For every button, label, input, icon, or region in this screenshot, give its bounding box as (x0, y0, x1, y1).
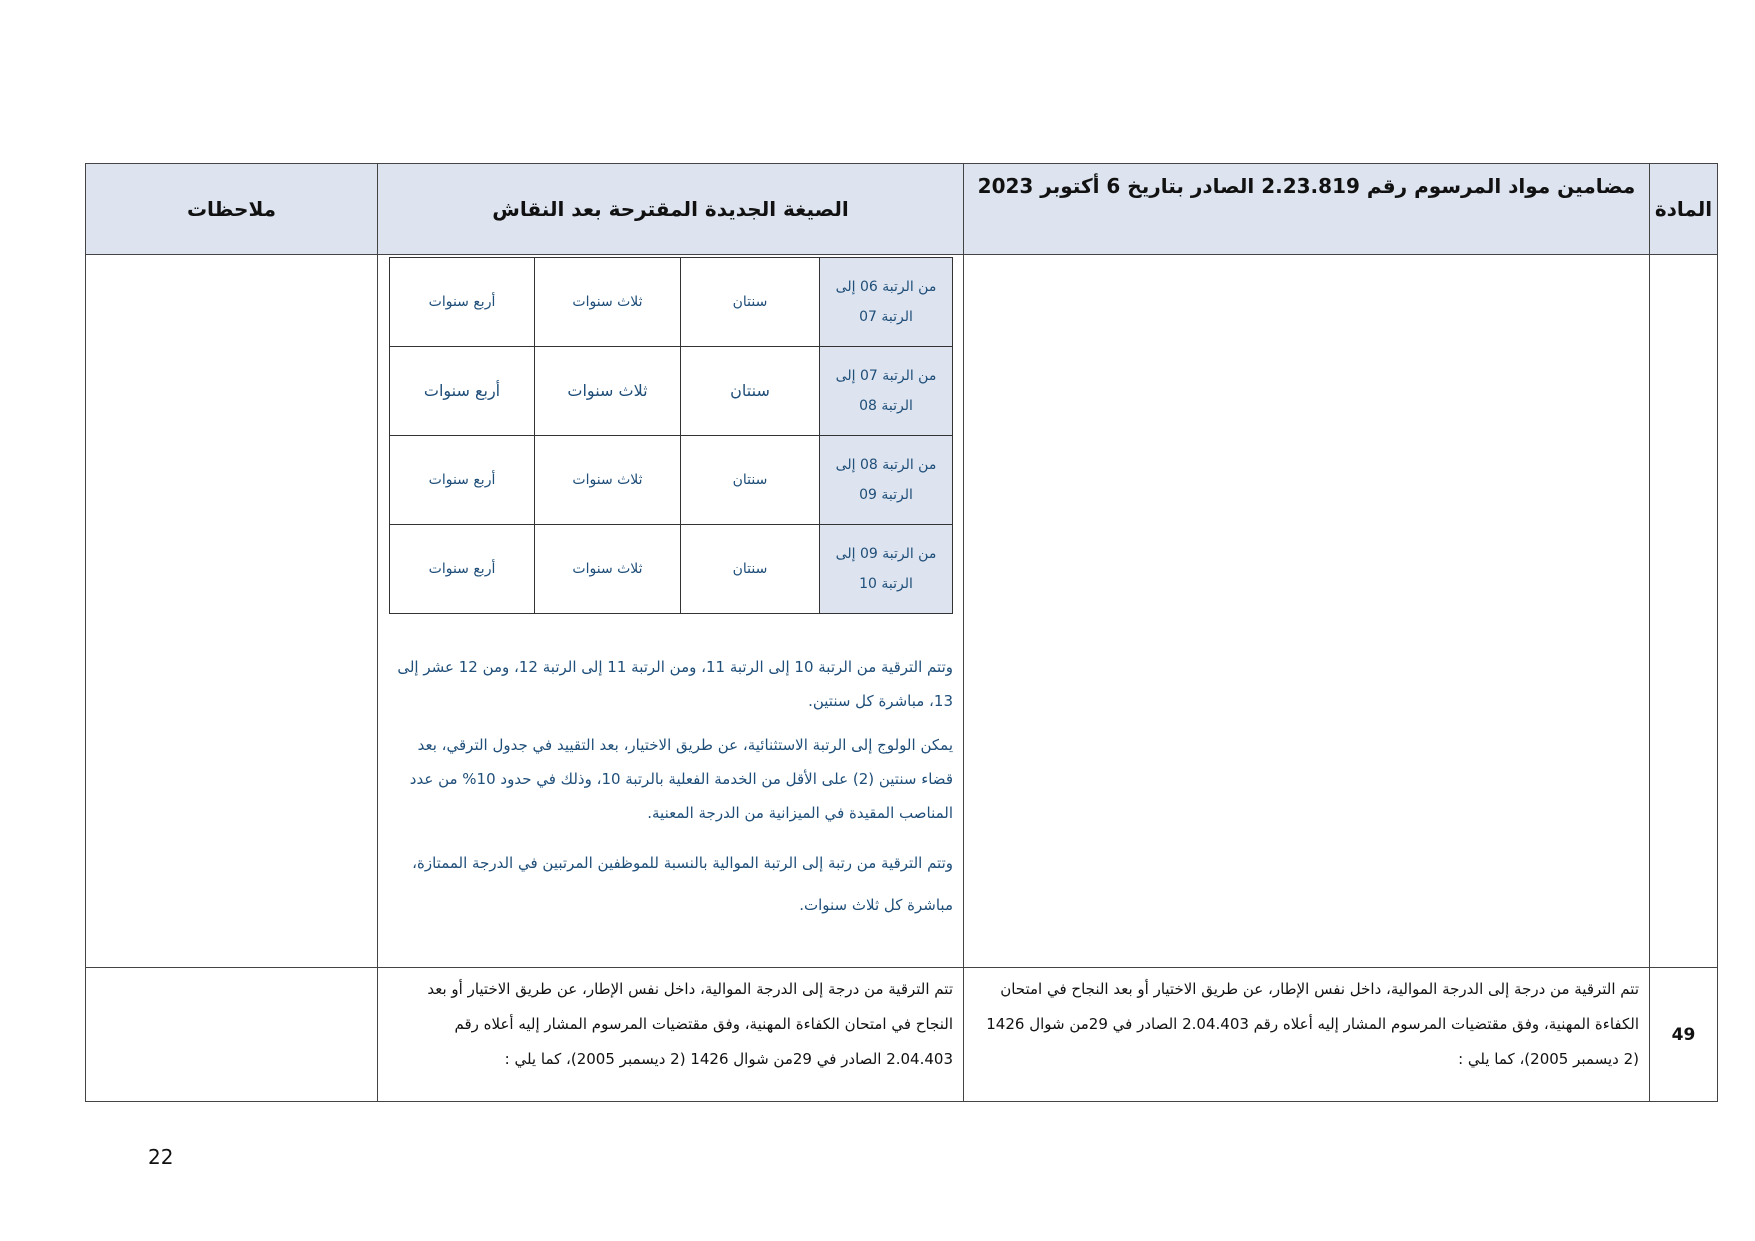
duration-cell: سنتان (681, 258, 820, 347)
table-row (86, 255, 1718, 968)
comparison-table (85, 163, 1718, 1102)
rank-label: من الرتبة 06 إلى الرتبة 07 (820, 258, 953, 347)
duration-cell: ثلاث سنوات (535, 258, 681, 347)
duration-cell: سنتان (681, 525, 820, 614)
rank-row (390, 258, 953, 347)
rank-row (390, 347, 953, 436)
duration-cell: أربع سنوات (390, 525, 535, 614)
rank-label: من الرتبة 07 إلى الرتبة 08 (820, 347, 953, 436)
new-text-cell (378, 255, 964, 968)
page-number: 22 (148, 1145, 174, 1169)
duration-cell: ثلاث سنوات (535, 436, 681, 525)
excellent-grade-paragraph: وتتم الترقية من رتبة إلى الرتبة الموالية بالنسبة للموظفين المرتبين في الدرجة الممتازة، مباشرة كل ثلاث سنوات. (412, 854, 953, 914)
duration-cell: سنتان (681, 436, 820, 525)
old-text-cell (964, 255, 1650, 968)
header-new-text: الصيغة الجديدة المقترحة بعد النقاش (378, 164, 964, 255)
header-row (86, 164, 1718, 255)
notes-cell (86, 968, 378, 1102)
old-article-text: تتم الترقية من درجة إلى الدرجة الموالية، داخل نفس الإطار، عن طريق الاختيار أو بعد النجاح في امتحان الكفاءة المهنية، وفق مقتضيات المرسوم المشار إليه أعلاه رقم 2.04.403 الصادر في 29من شوال 1426 (2 ديسمبر 2005)، كما يلي : (986, 980, 1639, 1068)
exceptional-rank-paragraph: يمكن الولوج إلى الرتبة الاستثنائية، عن طريق الاختيار، بعد التقييد في جدول الترقي، بعد قضاء سنتين (2) على الأقل من الخدمة الفعلية بالرتبة 10، وذلك في حدود 10% من عدد المناصب المقيدة في الميزانية من الدرجة المعنية. (409, 736, 953, 822)
rank-row (390, 525, 953, 614)
header-old-text: مضامين مواد المرسوم رقم 2.23.819 الصادر بتاريخ 6 أكتوبر 2023 (964, 164, 1650, 255)
rank-row (390, 436, 953, 525)
rank-label: من الرتبة 08 إلى الرتبة 09 (820, 436, 953, 525)
old-text-cell (964, 968, 1650, 1102)
header-article: المادة (1650, 164, 1718, 255)
header-notes: ملاحظات (86, 164, 378, 255)
new-article-text: تتم الترقية من درجة إلى الدرجة الموالية، داخل نفس الإطار، عن طريق الاختيار أو بعد النجاح في امتحان الكفاءة المهنية، وفق مقتضيات المرسوم المشار إليه أعلاه رقم 2.04.403 الصادر في 29من شوال 1426 (2 ديسمبر 2005)، كما يلي : (427, 980, 953, 1068)
promotion-paragraph: وتتم الترقية من الرتبة 10 إلى الرتبة 11، ومن الرتبة 11 إلى الرتبة 12، ومن 12 عشر إلى 13، مباشرة كل سنتين. (397, 658, 953, 710)
table-row (86, 968, 1718, 1102)
duration-cell: ثلاث سنوات (535, 347, 681, 436)
new-text-cell (378, 968, 964, 1102)
duration-cell: أربع سنوات (390, 347, 535, 436)
article-number: 49 (1650, 968, 1718, 1102)
duration-cell: أربع سنوات (390, 436, 535, 525)
duration-cell: سنتان (681, 347, 820, 436)
notes-cell (86, 255, 378, 968)
duration-cell: ثلاث سنوات (535, 525, 681, 614)
rank-table (389, 257, 953, 614)
rank-label: من الرتبة 09 إلى الرتبة 10 (820, 525, 953, 614)
article-cell (1650, 255, 1718, 968)
duration-cell: أربع سنوات (390, 258, 535, 347)
